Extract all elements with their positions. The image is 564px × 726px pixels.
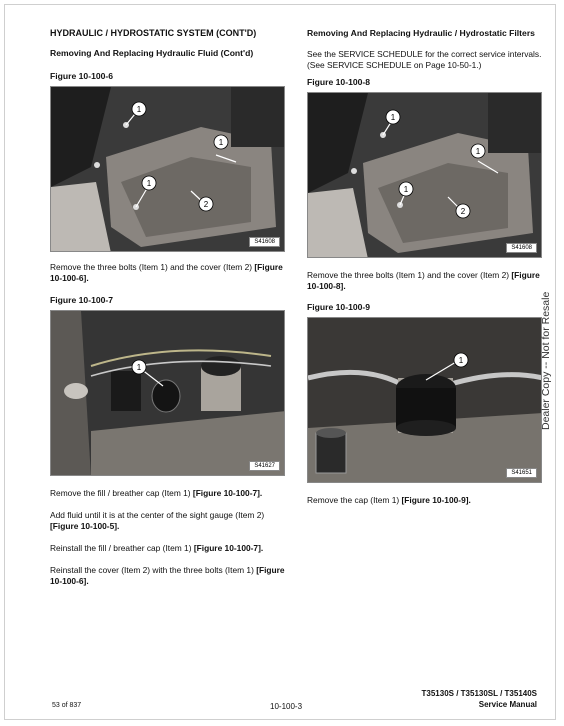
figure-9-photo	[307, 317, 542, 483]
model-names: T35130S / T35130SL / T35140S	[421, 689, 537, 698]
figure-7-label: Figure 10-100-7	[50, 295, 114, 305]
figure-8-photo	[307, 92, 542, 258]
manual-name: Service Manual	[478, 700, 537, 709]
figure-7-photo	[50, 310, 285, 476]
figure-9-label: Figure 10-100-9	[307, 302, 371, 312]
callout-2: 2	[460, 207, 466, 216]
callout-1a: 1	[390, 113, 396, 122]
left-para-1: Remove the three bolts (Item 1) and the cover (Item 2) [Figure 10-100-6].	[50, 262, 283, 283]
left-para-2: Remove the fill / breather cap (Item 1) [Figure 10-100-7].	[50, 488, 263, 498]
figure-ref: [Figure 10-100-6].	[50, 262, 283, 283]
right-para-2: Remove the cap (Item 1) [Figure 10-100-9].	[307, 495, 471, 505]
right-column	[307, 28, 542, 517]
figure-6-label: Figure 10-100-6	[50, 71, 114, 81]
page-number: 10-100-3	[270, 702, 303, 711]
dealer-watermark: Dealer Copy -- Not for Resale	[540, 291, 552, 430]
figure-ref: [Figure 10-100-6].	[50, 565, 285, 586]
left-subheading: Removing And Replacing Hydraulic Fluid (Cont'd)	[50, 48, 254, 58]
left-para-5: Reinstall the cover (Item 2) with the three bolts (Item 1) [Figure 10-100-6].	[50, 565, 285, 586]
page-count: 53 of 837	[52, 702, 82, 709]
callout-1: 1	[458, 356, 464, 365]
figure-ref: [Figure 10-100-7].	[192, 488, 263, 498]
figure-9-illustration	[308, 318, 542, 483]
figure-ref: [Figure 10-100-5].	[50, 521, 120, 531]
figure-8-illustration	[308, 93, 542, 258]
figure-ref: [Figure 10-100-9].	[401, 495, 471, 505]
figure-8-label: Figure 10-100-8	[307, 77, 371, 87]
callout-1c: 1	[146, 179, 152, 188]
figure-6-illustration	[51, 87, 285, 252]
left-para-3: Add fluid until it is at the center of the sight gauge (Item 2) [Figure 10-100-5].	[50, 510, 265, 531]
figure-ref: [Figure 10-100-8].	[307, 270, 540, 291]
figure-7-illustration	[51, 311, 285, 476]
callout-1a: 1	[136, 105, 142, 114]
figure-8-code: S41608	[506, 243, 537, 253]
figure-ref: [Figure 10-100-7].	[193, 543, 264, 553]
right-para-1: Remove the three bolts (Item 1) and the cover (Item 2) [Figure 10-100-8].	[307, 270, 540, 291]
figure-6-code: S41608	[249, 237, 280, 247]
right-subheading: Removing And Replacing Hydraulic / Hydrostatic Filters	[307, 28, 535, 38]
footer-model-info	[412, 688, 537, 710]
callout-2: 2	[203, 200, 209, 209]
figure-9-code: S41651	[506, 468, 537, 478]
callout-1: 1	[136, 363, 142, 372]
section-title: HYDRAULIC / HYDROSTATIC SYSTEM (CONT'D)	[50, 28, 257, 38]
callout-1b: 1	[475, 147, 481, 156]
right-intro: See the SERVICE SCHEDULE for the correct service intervals. (See SERVICE SCHEDULE on Page 10-50-1.)	[307, 49, 542, 70]
left-column	[50, 28, 285, 598]
callout-1b: 1	[218, 138, 224, 147]
callout-1c: 1	[403, 185, 409, 194]
figure-6-photo	[50, 86, 285, 252]
figure-7-code: S41627	[249, 461, 280, 471]
left-para-4: Reinstall the fill / breather cap (Item 1) [Figure 10-100-7].	[50, 543, 264, 553]
